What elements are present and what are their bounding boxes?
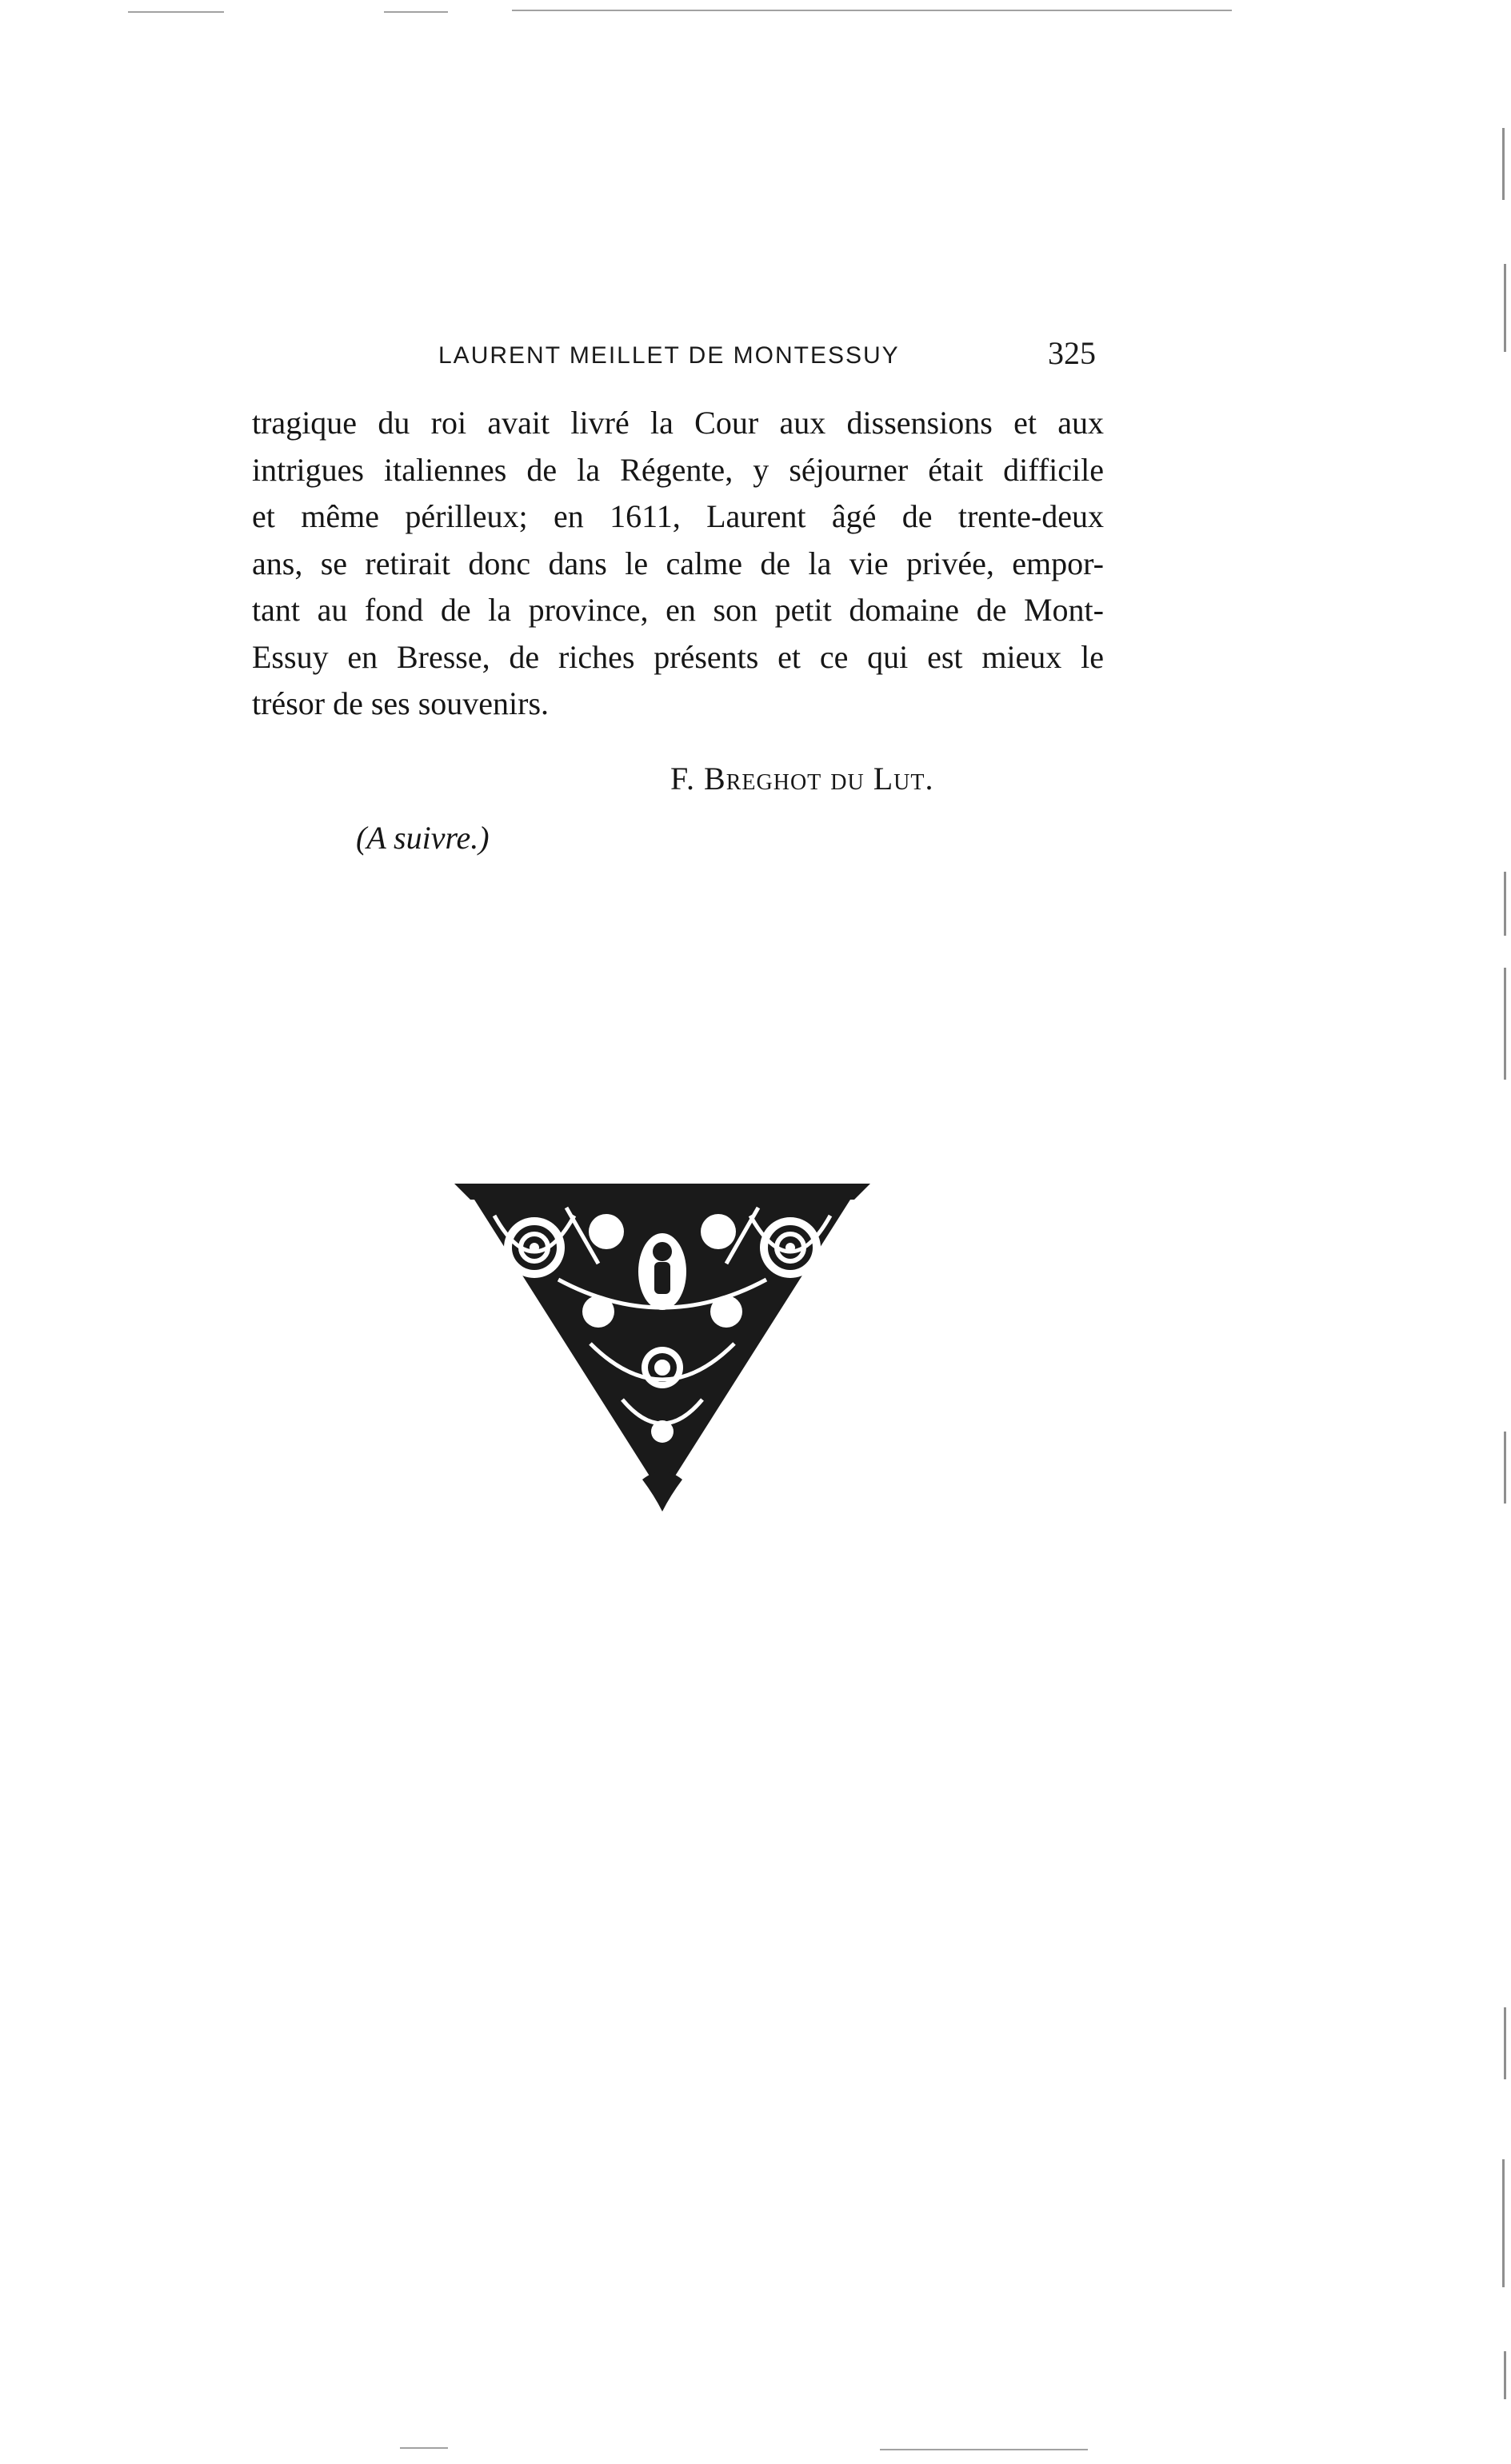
scan-margin-mark — [1504, 264, 1506, 352]
scan-margin-mark — [1504, 2007, 1506, 2079]
text-line: ans, se retirait donc dans le calme de la vie privée, empor- — [252, 545, 1104, 581]
scan-edge-line — [384, 11, 448, 13]
author-signature — [670, 760, 933, 797]
text-line: intrigues italiennes de la Régente, y séjourner était difficile — [252, 451, 1104, 488]
page-number: 325 — [1048, 335, 1096, 371]
signature-name: Breghot du Lut. — [704, 761, 934, 797]
text-line: et même périlleux; en 1611, Laurent âgé de trente-deux — [252, 498, 1104, 534]
running-title: LAURENT MEILLET DE MONTESSUY — [438, 342, 900, 369]
scan-edge-line — [128, 11, 224, 13]
continuation-note: (A suivre.) — [356, 820, 490, 856]
scan-margin-mark — [1502, 128, 1505, 200]
text-line: tant au fond de la province, en son petit domaine de Mont- — [252, 592, 1104, 628]
tailpiece-ornament-icon — [438, 1176, 886, 1520]
scan-margin-mark — [1504, 872, 1506, 936]
scan-margin-mark — [1504, 2351, 1506, 2399]
text-line: Essuy en Bresse, de riches présents et ce qui est mieux le — [252, 638, 1104, 675]
scan-edge-line — [400, 2447, 448, 2449]
body-paragraph — [252, 400, 1104, 728]
text-line: trésor de ses souvenirs. — [252, 685, 550, 721]
scan-edge-line — [512, 10, 1232, 11]
scan-margin-mark — [1504, 968, 1506, 1080]
signature-initial: F. — [670, 761, 696, 797]
text-line: tragique du roi avait livré la Cour aux dissensions et aux — [252, 405, 1104, 441]
scan-margin-mark — [1502, 2159, 1505, 2287]
scan-edge-line — [880, 2449, 1088, 2450]
scan-margin-mark — [1504, 1432, 1506, 1504]
